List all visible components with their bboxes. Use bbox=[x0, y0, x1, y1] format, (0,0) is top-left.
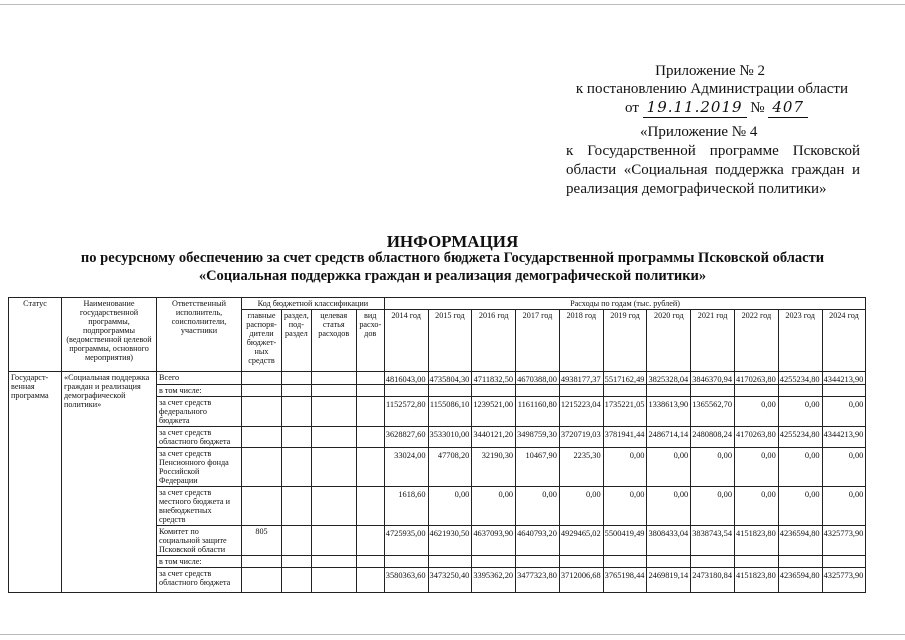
value-cell: 0,00 bbox=[778, 448, 822, 487]
year-header: 2015 год bbox=[428, 310, 472, 372]
value-cell bbox=[778, 556, 822, 568]
value-cell: 4637093,90 bbox=[472, 526, 516, 556]
budget-codes-header: Код бюджетной классификации bbox=[242, 298, 385, 310]
value-cell: 3473250,40 bbox=[428, 568, 472, 593]
value-cell: 47708,20 bbox=[428, 448, 472, 487]
value-cell: 0,00 bbox=[735, 487, 779, 526]
value-cell bbox=[822, 385, 866, 397]
value-cell: 2480808,24 bbox=[691, 427, 735, 448]
value-cell: 0,00 bbox=[516, 487, 560, 526]
value-cell bbox=[516, 385, 560, 397]
responsible-header: Ответственный исполнитель, соисполнители, участники bbox=[157, 298, 242, 372]
value-cell: 4938177,37 bbox=[559, 372, 603, 385]
year-header: 2020 год bbox=[647, 310, 691, 372]
value-cell: 0,00 bbox=[647, 487, 691, 526]
expense-type-header: вид расхо- дов bbox=[356, 310, 384, 372]
resource-table bbox=[8, 297, 866, 593]
value-cell bbox=[428, 385, 472, 397]
value-cell: 0,00 bbox=[559, 487, 603, 526]
value-cell: 1338613,90 bbox=[647, 397, 691, 427]
value-cell: 4170263,80 bbox=[735, 372, 779, 385]
code-cell bbox=[282, 526, 312, 556]
grbs-code-cell bbox=[242, 487, 282, 526]
value-cell: 3838743,54 bbox=[691, 526, 735, 556]
code-cell bbox=[311, 487, 356, 526]
row-label: Всего bbox=[157, 372, 242, 385]
handwritten-number: 407 bbox=[768, 98, 808, 118]
year-header: 2024 год bbox=[822, 310, 866, 372]
year-header: 2023 год bbox=[778, 310, 822, 372]
value-cell: 1152572,80 bbox=[384, 397, 428, 427]
value-cell: 1239521,00 bbox=[472, 397, 516, 427]
value-cell: 0,00 bbox=[822, 448, 866, 487]
year-header: 2022 год bbox=[735, 310, 779, 372]
value-cell: 2473180,84 bbox=[691, 568, 735, 593]
value-cell bbox=[603, 556, 647, 568]
code-cell bbox=[356, 427, 384, 448]
value-cell: 0,00 bbox=[603, 487, 647, 526]
expenses-header: Расходы по годам (тыс. рублей) bbox=[384, 298, 866, 310]
value-cell: 2235,30 bbox=[559, 448, 603, 487]
year-header: 2019 год bbox=[603, 310, 647, 372]
code-cell bbox=[282, 385, 312, 397]
value-cell: 4711832,50 bbox=[472, 372, 516, 385]
program-name-cell: «Социальная поддержка граждан и реализация демографической политики» bbox=[62, 372, 157, 593]
status-cell: Государст- венная программа bbox=[9, 372, 62, 593]
table-body bbox=[9, 372, 866, 593]
section-header: раздел, под- раздел bbox=[282, 310, 312, 372]
value-cell bbox=[559, 385, 603, 397]
code-cell bbox=[311, 372, 356, 385]
value-cell: 3477323,80 bbox=[516, 568, 560, 593]
value-cell: 4255234,80 bbox=[778, 372, 822, 385]
code-cell bbox=[356, 372, 384, 385]
code-cell bbox=[282, 448, 312, 487]
value-cell bbox=[691, 556, 735, 568]
handwritten-date: 19.11.2019 bbox=[643, 98, 747, 118]
code-cell bbox=[356, 526, 384, 556]
value-cell bbox=[691, 385, 735, 397]
row-label: за счет средств федерального бюджета bbox=[157, 397, 242, 427]
value-cell: 4325773,90 bbox=[822, 568, 866, 593]
value-cell: 4725935,00 bbox=[384, 526, 428, 556]
value-cell: 4151823,80 bbox=[735, 526, 779, 556]
code-cell bbox=[282, 397, 312, 427]
code-cell bbox=[356, 397, 384, 427]
value-cell: 10467,90 bbox=[516, 448, 560, 487]
value-cell bbox=[384, 385, 428, 397]
year-header: 2018 год bbox=[559, 310, 603, 372]
grbs-code-cell bbox=[242, 568, 282, 593]
value-cell: 1215223,04 bbox=[559, 397, 603, 427]
value-cell: 0,00 bbox=[691, 487, 735, 526]
value-cell: 0,00 bbox=[428, 487, 472, 526]
grbs-code-cell: 805 bbox=[242, 526, 282, 556]
year-header: 2017 год bbox=[516, 310, 560, 372]
year-header: 2021 год bbox=[691, 310, 735, 372]
value-cell: 4670388,00 bbox=[516, 372, 560, 385]
value-cell: 3712006,68 bbox=[559, 568, 603, 593]
value-cell: 4151823,80 bbox=[735, 568, 779, 593]
value-cell: 0,00 bbox=[735, 397, 779, 427]
code-cell bbox=[356, 448, 384, 487]
value-cell: 3781941,44 bbox=[603, 427, 647, 448]
value-cell: 0,00 bbox=[822, 397, 866, 427]
scan-bottom-edge bbox=[0, 634, 905, 635]
value-cell: 0,00 bbox=[735, 448, 779, 487]
year-header: 2014 год bbox=[384, 310, 428, 372]
code-cell bbox=[282, 556, 312, 568]
code-cell bbox=[311, 448, 356, 487]
value-cell bbox=[472, 556, 516, 568]
code-cell bbox=[311, 556, 356, 568]
value-cell: 3440121,20 bbox=[472, 427, 516, 448]
grbs-code-cell bbox=[242, 556, 282, 568]
target-header: целевая статья расходов bbox=[311, 310, 356, 372]
value-cell: 4640793,20 bbox=[516, 526, 560, 556]
value-cell: 32190,30 bbox=[472, 448, 516, 487]
code-cell bbox=[311, 568, 356, 593]
value-cell: 0,00 bbox=[472, 487, 516, 526]
grbs-header: главные распоря- дители бюджет- ных средств bbox=[242, 310, 282, 372]
value-cell: 33024,00 bbox=[384, 448, 428, 487]
value-cell: 4344213,90 bbox=[822, 372, 866, 385]
value-cell bbox=[428, 556, 472, 568]
decree-reference: к постановлению Администрации области bbox=[575, 81, 848, 97]
grbs-code-cell bbox=[242, 385, 282, 397]
value-cell: 5517162,49 bbox=[603, 372, 647, 385]
code-cell bbox=[356, 487, 384, 526]
value-cell bbox=[735, 385, 779, 397]
table-row bbox=[9, 372, 866, 385]
scan-top-edge bbox=[0, 4, 905, 5]
value-cell bbox=[559, 556, 603, 568]
from-label: от bbox=[625, 100, 639, 116]
value-cell: 4236594,80 bbox=[778, 526, 822, 556]
value-cell: 3395362,20 bbox=[472, 568, 516, 593]
value-cell: 4816043,00 bbox=[384, 372, 428, 385]
document-subtitle: по ресурсному обеспечению за счет средств областного бюджета Государственной программы Псковской области bbox=[80, 250, 825, 266]
appendix-number: Приложение № 2 bbox=[655, 63, 765, 79]
code-cell bbox=[356, 385, 384, 397]
value-cell: 4236594,80 bbox=[778, 568, 822, 593]
value-cell: 3765198,44 bbox=[603, 568, 647, 593]
value-cell: 0,00 bbox=[822, 487, 866, 526]
code-cell bbox=[282, 568, 312, 593]
value-cell: 1365562,70 bbox=[691, 397, 735, 427]
value-cell: 0,00 bbox=[603, 448, 647, 487]
value-cell: 4929465,02 bbox=[559, 526, 603, 556]
value-cell: 5500419,49 bbox=[603, 526, 647, 556]
status-header: Статус bbox=[9, 298, 62, 372]
document-title: ИНФОРМАЦИЯ bbox=[386, 232, 519, 251]
value-cell: 0,00 bbox=[647, 448, 691, 487]
value-cell bbox=[647, 385, 691, 397]
value-cell bbox=[778, 385, 822, 397]
value-cell bbox=[735, 556, 779, 568]
value-cell: 4170263,80 bbox=[735, 427, 779, 448]
value-cell: 3498759,30 bbox=[516, 427, 560, 448]
number-label: № bbox=[750, 100, 765, 116]
value-cell: 3808433,04 bbox=[647, 526, 691, 556]
row-label: за счет средств местного бюджета и внебюджетных средств bbox=[157, 487, 242, 526]
value-cell: 0,00 bbox=[778, 487, 822, 526]
value-cell: 3825328,04 bbox=[647, 372, 691, 385]
code-cell bbox=[311, 427, 356, 448]
value-cell bbox=[384, 556, 428, 568]
value-cell: 1155086,10 bbox=[428, 397, 472, 427]
code-cell bbox=[356, 556, 384, 568]
value-cell bbox=[822, 556, 866, 568]
code-cell bbox=[282, 487, 312, 526]
value-cell: 3533010,00 bbox=[428, 427, 472, 448]
program-name-title: «Социальная поддержка граждан и реализация демографической политики» bbox=[198, 268, 707, 284]
value-cell: 1618,60 bbox=[384, 487, 428, 526]
value-cell: 0,00 bbox=[778, 397, 822, 427]
value-cell bbox=[472, 385, 516, 397]
row-label: в том числе: bbox=[157, 556, 242, 568]
row-label: в том числе: bbox=[157, 385, 242, 397]
program-appendix-number: «Приложение № 4 bbox=[640, 124, 758, 140]
row-label: за счет средств областного бюджета bbox=[157, 427, 242, 448]
code-cell bbox=[311, 526, 356, 556]
value-cell: 3628827,60 bbox=[384, 427, 428, 448]
grbs-code-cell bbox=[242, 372, 282, 385]
code-cell bbox=[282, 427, 312, 448]
row-label: Комитет по социальной защите Псковской области bbox=[157, 526, 242, 556]
grbs-code-cell bbox=[242, 427, 282, 448]
value-cell bbox=[647, 556, 691, 568]
decree-date-number bbox=[520, 98, 808, 118]
program-reference: к Государственной программе Псковской области «Социальная поддержка граждан и реализация демографической политики» bbox=[566, 143, 860, 197]
value-cell: 2486714,14 bbox=[647, 427, 691, 448]
value-cell: 3846370,94 bbox=[691, 372, 735, 385]
value-cell: 4325773,90 bbox=[822, 526, 866, 556]
grbs-code-cell bbox=[242, 397, 282, 427]
value-cell bbox=[603, 385, 647, 397]
grbs-code-cell bbox=[242, 448, 282, 487]
code-cell bbox=[311, 397, 356, 427]
value-cell: 2469819,14 bbox=[647, 568, 691, 593]
value-cell: 1735221,05 bbox=[603, 397, 647, 427]
value-cell: 3580363,60 bbox=[384, 568, 428, 593]
name-header: Наименование государственной программы, подпрограммы (ведомственной целевой программы, основного мероприятия) bbox=[62, 298, 157, 372]
value-cell bbox=[516, 556, 560, 568]
year-header: 2016 год bbox=[472, 310, 516, 372]
value-cell: 1161160,80 bbox=[516, 397, 560, 427]
row-label: за счет средств Пенсионного фонда Российской Федерации bbox=[157, 448, 242, 487]
value-cell: 0,00 bbox=[691, 448, 735, 487]
value-cell: 4344213,90 bbox=[822, 427, 866, 448]
code-cell bbox=[282, 372, 312, 385]
value-cell: 4735804,30 bbox=[428, 372, 472, 385]
value-cell: 4255234,80 bbox=[778, 427, 822, 448]
code-cell bbox=[311, 385, 356, 397]
value-cell: 3720719,03 bbox=[559, 427, 603, 448]
code-cell bbox=[356, 568, 384, 593]
value-cell: 4621930,50 bbox=[428, 526, 472, 556]
row-label: за счет средств областного бюджета bbox=[157, 568, 242, 593]
